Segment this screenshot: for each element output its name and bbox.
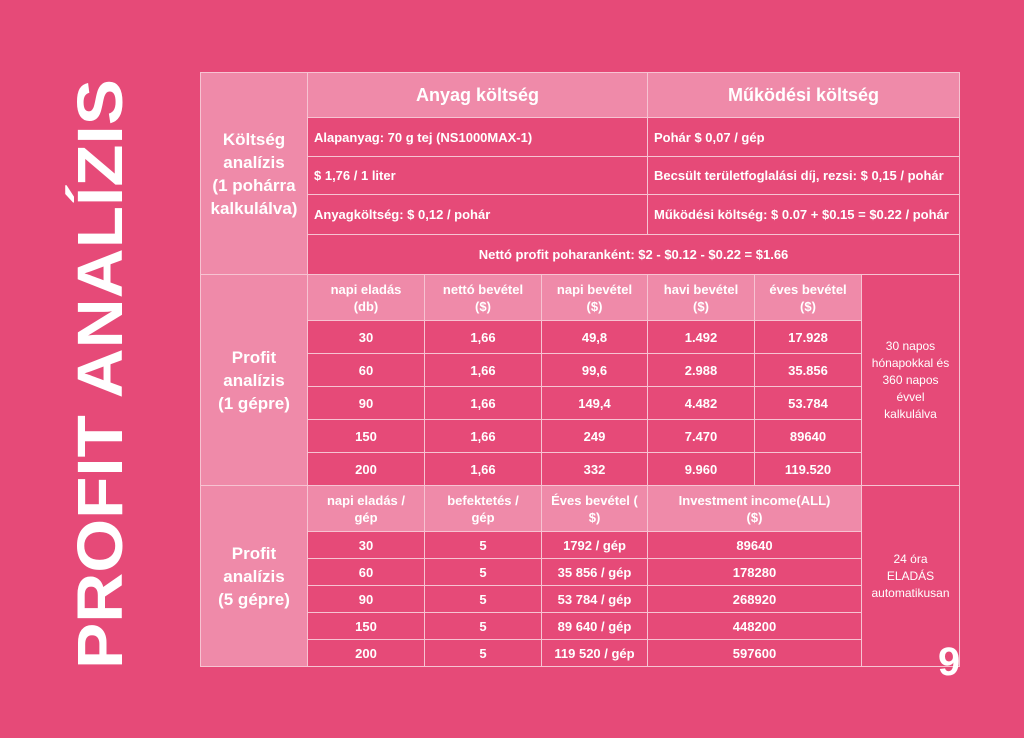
table-row: [201, 586, 960, 613]
table-cell: 1,66: [425, 453, 542, 486]
material-cost-header: Anyag költség: [308, 73, 648, 118]
analysis-table: [200, 72, 960, 667]
column-header: napi eladás / gép: [308, 486, 425, 532]
net-profit-row: Nettó profit poharanként: $2 - $0.12 - $0.22 = $1.66: [308, 235, 960, 275]
profit-5-note: 24 óra ELADÁS automatikusan: [862, 486, 960, 667]
table-cell: 89 640 / gép: [542, 613, 648, 640]
table-cell: 89640: [648, 532, 862, 559]
column-header: befektetés / gép: [425, 486, 542, 532]
table-cell: 5: [425, 532, 542, 559]
table-cell: 5: [425, 613, 542, 640]
table-cell: 9.960: [648, 453, 755, 486]
table-row: [201, 532, 960, 559]
table-cell: 249: [542, 420, 648, 453]
table-row: [201, 559, 960, 586]
table-row: [201, 420, 960, 453]
table-cell: 119 520 / gép: [542, 640, 648, 667]
cost-analysis-label: Költség analízis (1 pohárra kalkulálva): [201, 73, 308, 275]
table-cell: 178280: [648, 559, 862, 586]
table-cell: 1,66: [425, 387, 542, 420]
table-cell: 7.470: [648, 420, 755, 453]
operating-cost-header: Működési költség: [648, 73, 960, 118]
table-cell: 150: [308, 613, 425, 640]
table-cell: 99,6: [542, 354, 648, 387]
table-row: [201, 640, 960, 667]
table-cell: 1,66: [425, 420, 542, 453]
table-cell: 60: [308, 559, 425, 586]
table-cell: 332: [542, 453, 648, 486]
table-cell: 5: [425, 586, 542, 613]
page-title-text: PROFIT ANALÍZIS: [64, 123, 136, 669]
material-cost-cell: $ 1,76 / 1 liter: [308, 157, 648, 195]
table-cell: 90: [308, 387, 425, 420]
table-cell: 448200: [648, 613, 862, 640]
column-header: nettó bevétel ($): [425, 275, 542, 321]
table-cell: 1.492: [648, 321, 755, 354]
table-cell: 53.784: [755, 387, 862, 420]
table-cell: 30: [308, 532, 425, 559]
column-header: napi bevétel ($): [542, 275, 648, 321]
table-cell: 1,66: [425, 354, 542, 387]
profit-1-note: 30 napos hónapokkal és 360 napos évvel kalkulálva: [862, 275, 960, 486]
table-cell: 2.988: [648, 354, 755, 387]
profit-5-label: Profit analízis (5 gépre): [201, 486, 308, 667]
table-cell: 53 784 / gép: [542, 586, 648, 613]
table-row: [201, 453, 960, 486]
column-header: napi eladás (db): [308, 275, 425, 321]
material-cost-cell: Anyagköltség: $ 0,12 / pohár: [308, 195, 648, 235]
table-row: [201, 613, 960, 640]
table-row: [201, 321, 960, 354]
table-cell: 90: [308, 586, 425, 613]
table-cell: 149,4: [542, 387, 648, 420]
table-cell: 119.520: [755, 453, 862, 486]
page-title: [60, 74, 140, 674]
table-cell: 49,8: [542, 321, 648, 354]
table-row: [201, 354, 960, 387]
table-cell: 1,66: [425, 321, 542, 354]
table-cell: 4.482: [648, 387, 755, 420]
profit-1-label: Profit analízis (1 gépre): [201, 275, 308, 486]
material-cost-cell: Alapanyag: 70 g tej (NS1000MAX-1): [308, 118, 648, 157]
page-number: 9: [938, 640, 961, 684]
table-cell: 35.856: [755, 354, 862, 387]
table-cell: 200: [308, 640, 425, 667]
table-cell: 200: [308, 453, 425, 486]
table-cell: 1792 / gép: [542, 532, 648, 559]
table-cell: 268920: [648, 586, 862, 613]
operating-cost-cell: Működési költség: $ 0.07 + $0.15 = $0.22 / pohár: [648, 195, 960, 235]
operating-cost-cell: Pohár $ 0,07 / gép: [648, 118, 960, 157]
table-row: [201, 387, 960, 420]
column-header: Éves bevétel ( $): [542, 486, 648, 532]
table-cell: 89640: [755, 420, 862, 453]
table-cell: 5: [425, 559, 542, 586]
column-header: havi bevétel ($): [648, 275, 755, 321]
table-cell: 60: [308, 354, 425, 387]
table-cell: 150: [308, 420, 425, 453]
table-cell: 597600: [648, 640, 862, 667]
column-header: éves bevétel ($): [755, 275, 862, 321]
column-header: Investment income(ALL) ($): [648, 486, 862, 532]
table-cell: 35 856 / gép: [542, 559, 648, 586]
operating-cost-cell: Becsült területfoglalási díj, rezsi: $ 0,15 / pohár: [648, 157, 960, 195]
table-cell: 17.928: [755, 321, 862, 354]
table-cell: 30: [308, 321, 425, 354]
table-cell: 5: [425, 640, 542, 667]
